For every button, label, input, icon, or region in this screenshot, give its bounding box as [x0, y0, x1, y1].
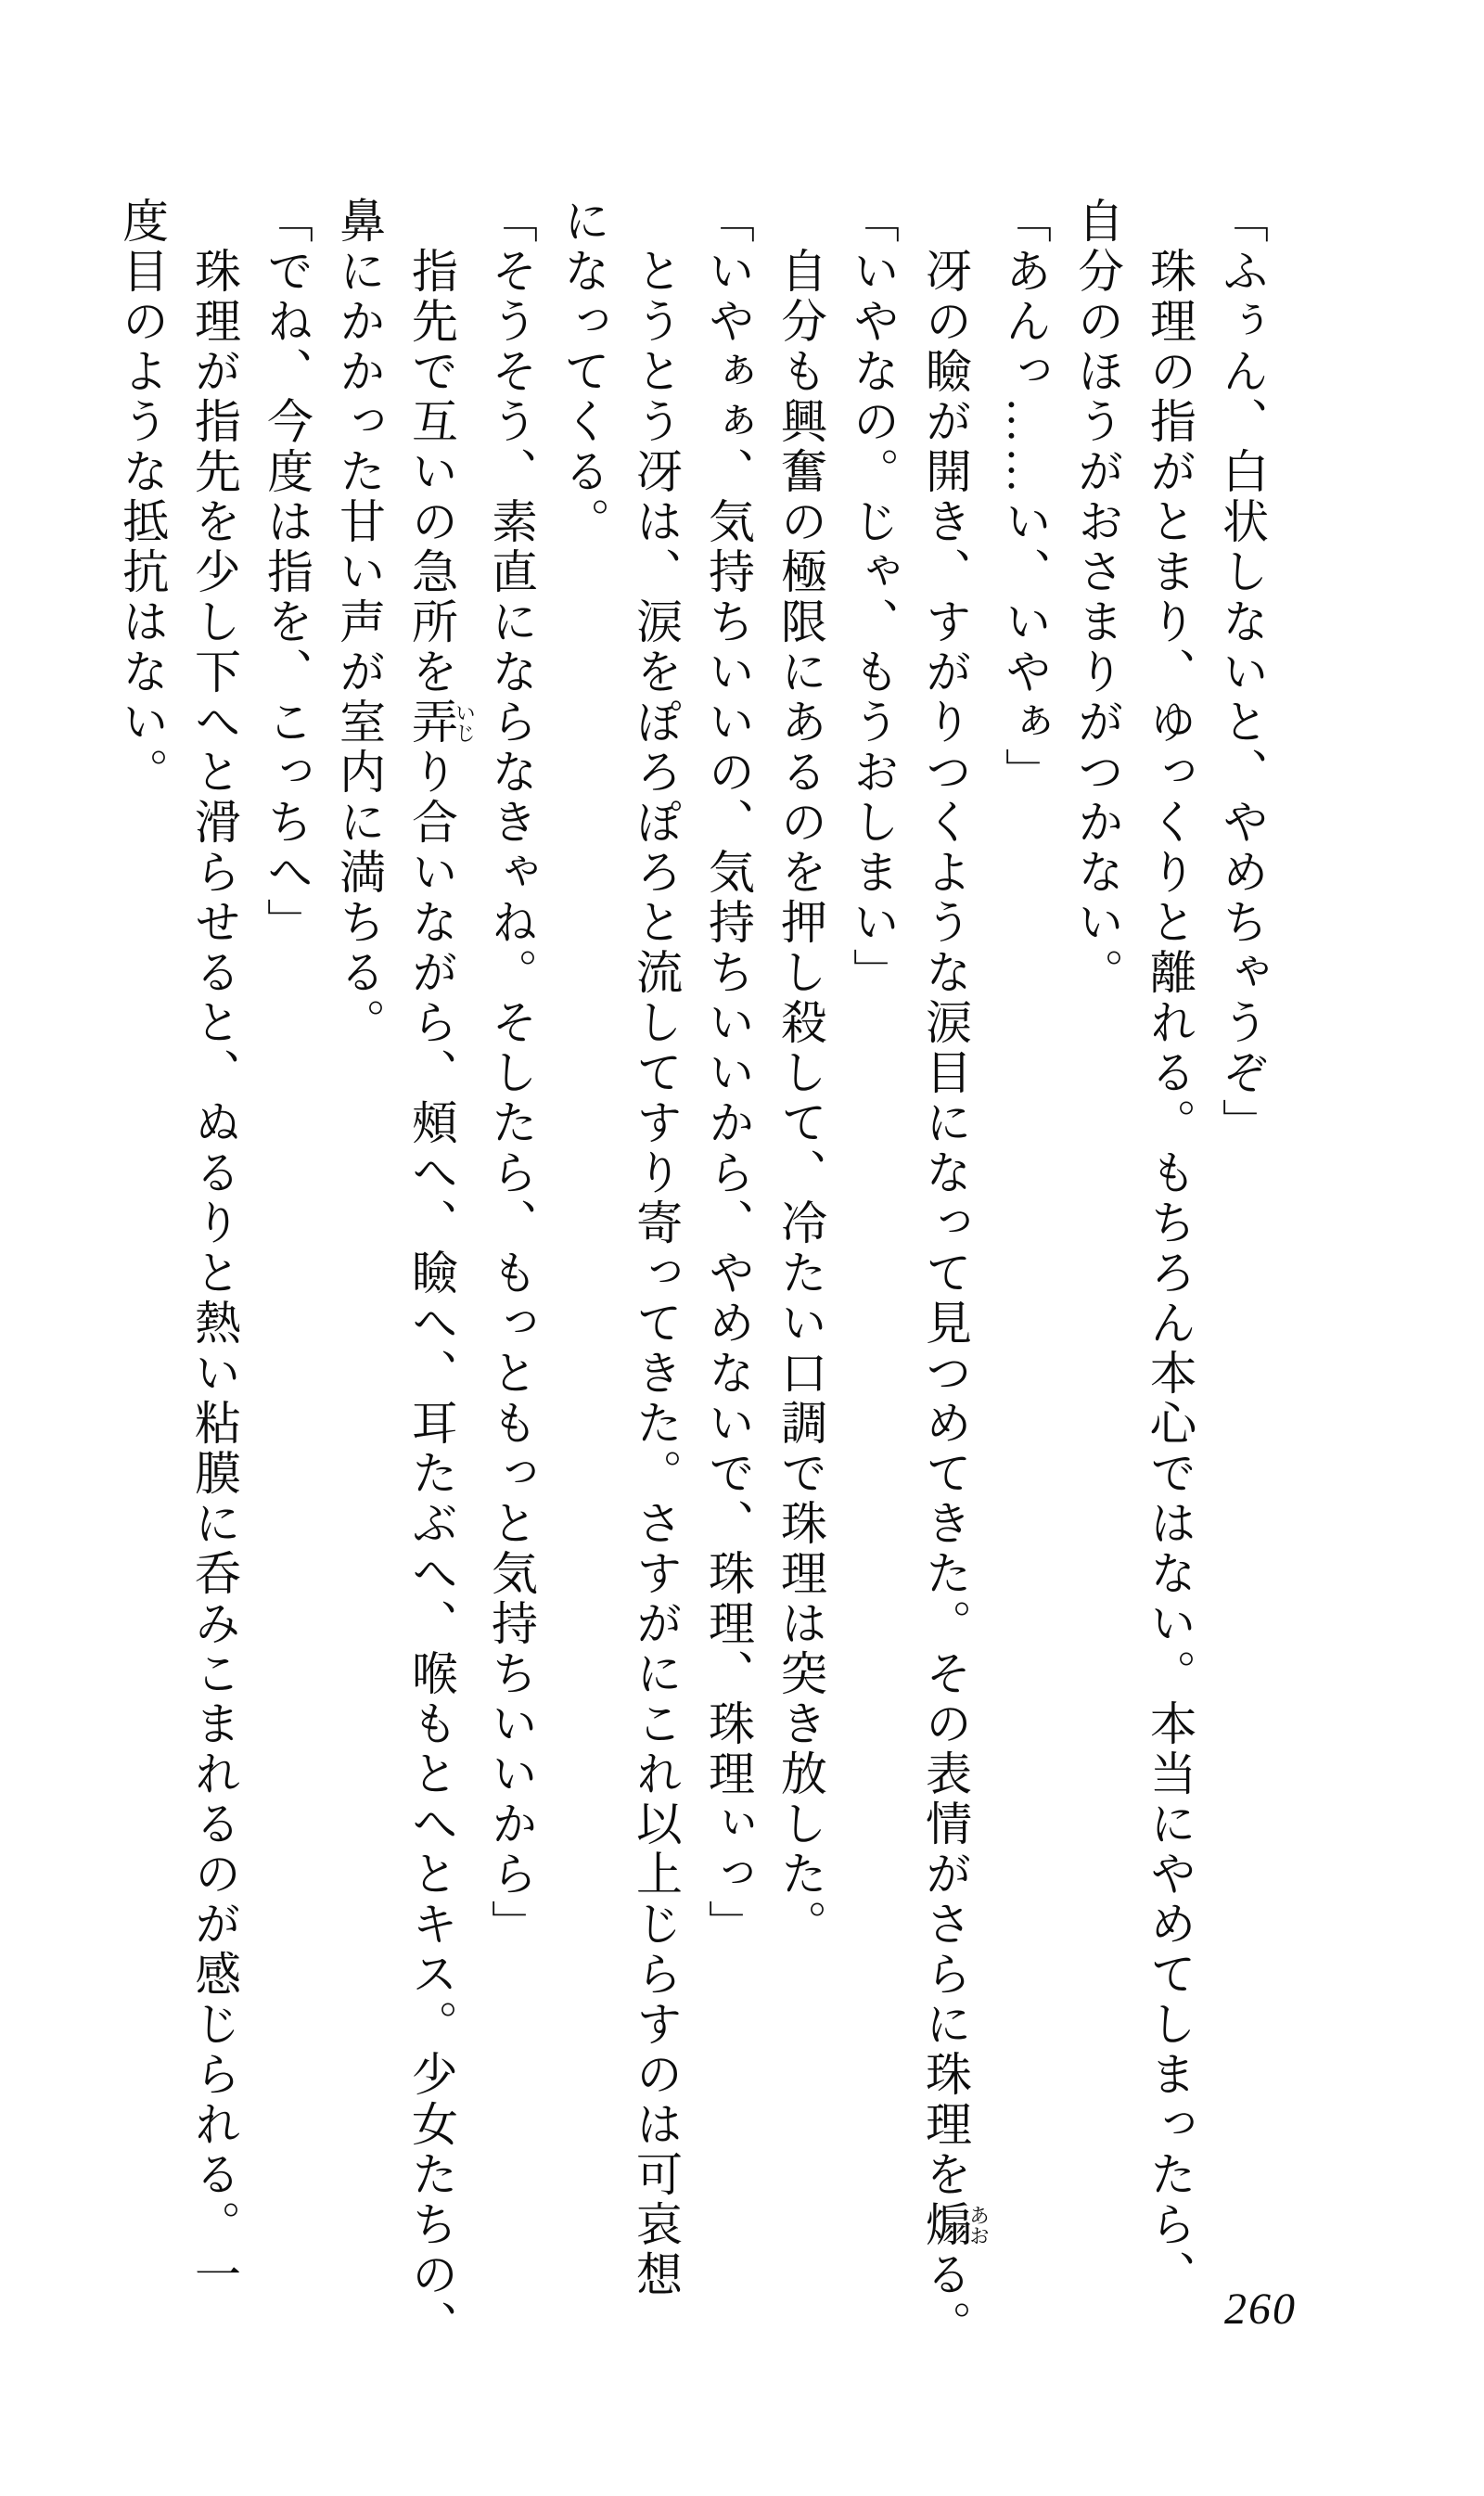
- text-column-9: とうとう冴は、涙をぽろぽろと流してすり寄ってきた。さすがにこれ以上じらすのは可哀想: [630, 247, 682, 2300]
- text-column-3: 自分のほうがおさまりがつかない。: [1071, 197, 1123, 998]
- text-column-6: 「いやなの。じゃ、もうおしまい」: [847, 197, 899, 998]
- text-column-15: 珠理が指先を少し下へと滑らせると、ぬるりと熱い粘膜に呑みこまれるのが感じられる。一: [188, 247, 240, 2300]
- text-column-14: 「でね、今度は指を、こっちへ」: [261, 197, 313, 948]
- text-block: [106, 197, 1278, 2404]
- text-column-13: 鼻にかかった甘い声が室内に満ちる。: [333, 197, 385, 1048]
- text-column-5: 冴の瞼が開き、すがりつくような涙目になって見つめてきた。その表情がさらに珠理を煽あおる。: [919, 247, 991, 2350]
- text-column-12: 指先で互いの急所を弄いじり合いながら、頰へ、瞼へ、耳たぶへ、喉もとへとキス。少女たちの、: [405, 247, 477, 2350]
- furigana-annotated-kanji: 弄いじ: [405, 698, 477, 748]
- furigana-annotated-kanji: 煽あお: [919, 2200, 991, 2250]
- text-column-4: 「あんっ……い、いやぁ」: [999, 197, 1051, 798]
- text-column-16: 度目のような抵抗はない。: [116, 197, 168, 798]
- text-column-2: 珠理の指がとまり、ゆっくりと離れる。もちろん本心ではない。本当にやめてしまったら、: [1144, 247, 1196, 2300]
- text-column-1: 「ふぅん、白状しないと、やめちゃうぞ」: [1216, 197, 1268, 1148]
- text-column-8: 「いやぁぁ、気持ちいいの、気持ちいいから、やめないで、珠理、珠理ぃっ」: [702, 197, 754, 1950]
- text-column-10: になってくる。: [557, 197, 609, 547]
- page-number: 260: [1224, 2285, 1297, 2334]
- text-column-11: 「そうそう、素直にならなきゃね。そしたら、もっともっと気持ちいいから」: [485, 197, 537, 1950]
- text-column-7: 自分も興奮の極限にあるのを押し殺して、冷たい口調で珠理は突き放した。: [774, 247, 826, 1950]
